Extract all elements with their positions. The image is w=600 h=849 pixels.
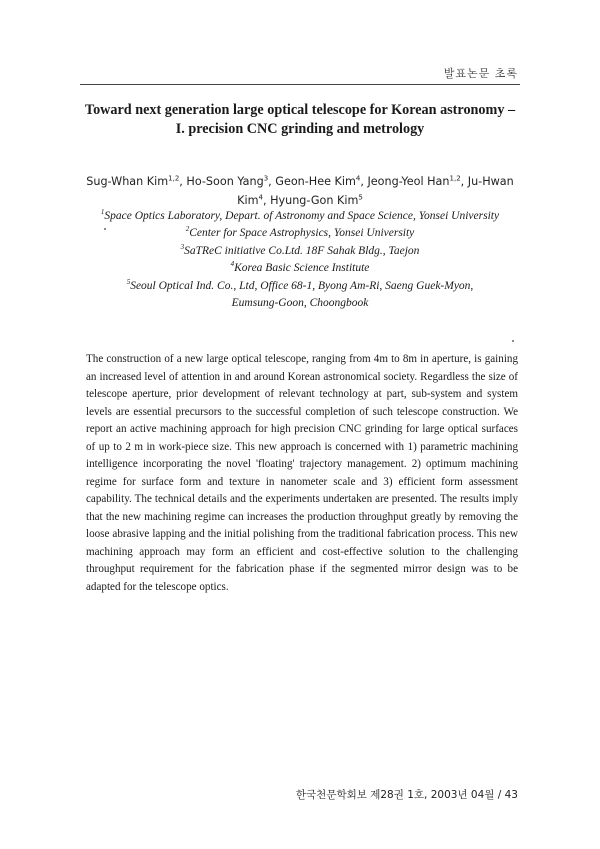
- author: Sug-Whan Kim$^{1,2}$: [86, 174, 180, 188]
- author: Ju-Hwan Kim$^4$: [237, 175, 514, 207]
- author: Ho-Soon Yang$^3$: [186, 174, 269, 188]
- paper-title: [60, 101, 540, 139]
- title-line-1: Toward next generation large optical telescope for Korean astronomy –: [84, 102, 516, 118]
- title-line-2: I. precision CNC grinding and metrology: [175, 121, 425, 137]
- author-list: Sug-Whan Kim$^{1,2}$, Ho-Soon Yang$^3$, Geon-Hee Kim$^4$, Jeong-Yeol Han$^{1,2}$, Ju-Hwan Kim$^4$, Hyung-Gon Kim$^5$: [86, 174, 514, 207]
- section-tag: 발표논문 초록: [443, 67, 518, 80]
- abstract-text: The construction of a new large optical telescope, ranging from 4m to 8m in aperture, is gaining an increased level of attention in and around Korean astronomical society. Regardless the size of telescope aperture, prior development of relevant technology at part, sub-system and system levels are essential precursors to the successful completion of such telescope construction. We report an active machining approach for high precision CNC grinding for large optical surfaces of up to 2 m in work-piece size. This new approach is concerned with 1) parametric machining intelligence incorporating the novel 'floating' trajectory management. 2) optimum machining regime for surface form and texture in nanometer scale and 3) efficient form assessment capability. The technical details and the experiments undertaken are presented. The results imply that the new machining regime can increases the production throughput greatly by removing the loose abrasive lapping and the initial polishing from the traditional fabrication process. This new machining approach may form an efficient and cost-effective solution to the challenging throughput requirement for the fabrication phase if the segmented mirror design was to be adapted for the telescope optics.: [86, 353, 518, 593]
- affiliation: $^2$Center for Space Astrophysics, Yonsei University: [185, 225, 415, 240]
- affiliation: Eumsung-Goon, Choongbook: [231, 297, 369, 310]
- affiliation: $^1$Space Optics Laboratory, Depart. of Astronomy and Space Science, Yonsei University: [100, 208, 500, 222]
- author: Geon-Hee Kim$^4$: [275, 174, 361, 188]
- scan-speck: [512, 340, 514, 342]
- affiliation: $^5$Seoul Optical Ind. Co., Ltd, Office 68-1, Byong Am-Ri, Saeng Guek-Myon,: [126, 277, 474, 292]
- author: Hyung-Gon Kim$^5$: [270, 193, 363, 207]
- scan-speck: [104, 228, 106, 230]
- affiliation: $^3$SaTReC initiative Co.Ltd. 18F Sahak Bldg., Taejon: [180, 242, 420, 257]
- page-footer-citation: 한국천문학회보 제28권 1호, 2003년 04월 / 43: [295, 789, 518, 801]
- affiliation: $^4$Korea Basic Science Institute: [230, 260, 370, 275]
- affiliation-list: [60, 208, 540, 312]
- abstract: [86, 351, 518, 596]
- author: Jeong-Yeol Han$^{1,2}$: [367, 174, 461, 188]
- header-divider: [80, 84, 520, 85]
